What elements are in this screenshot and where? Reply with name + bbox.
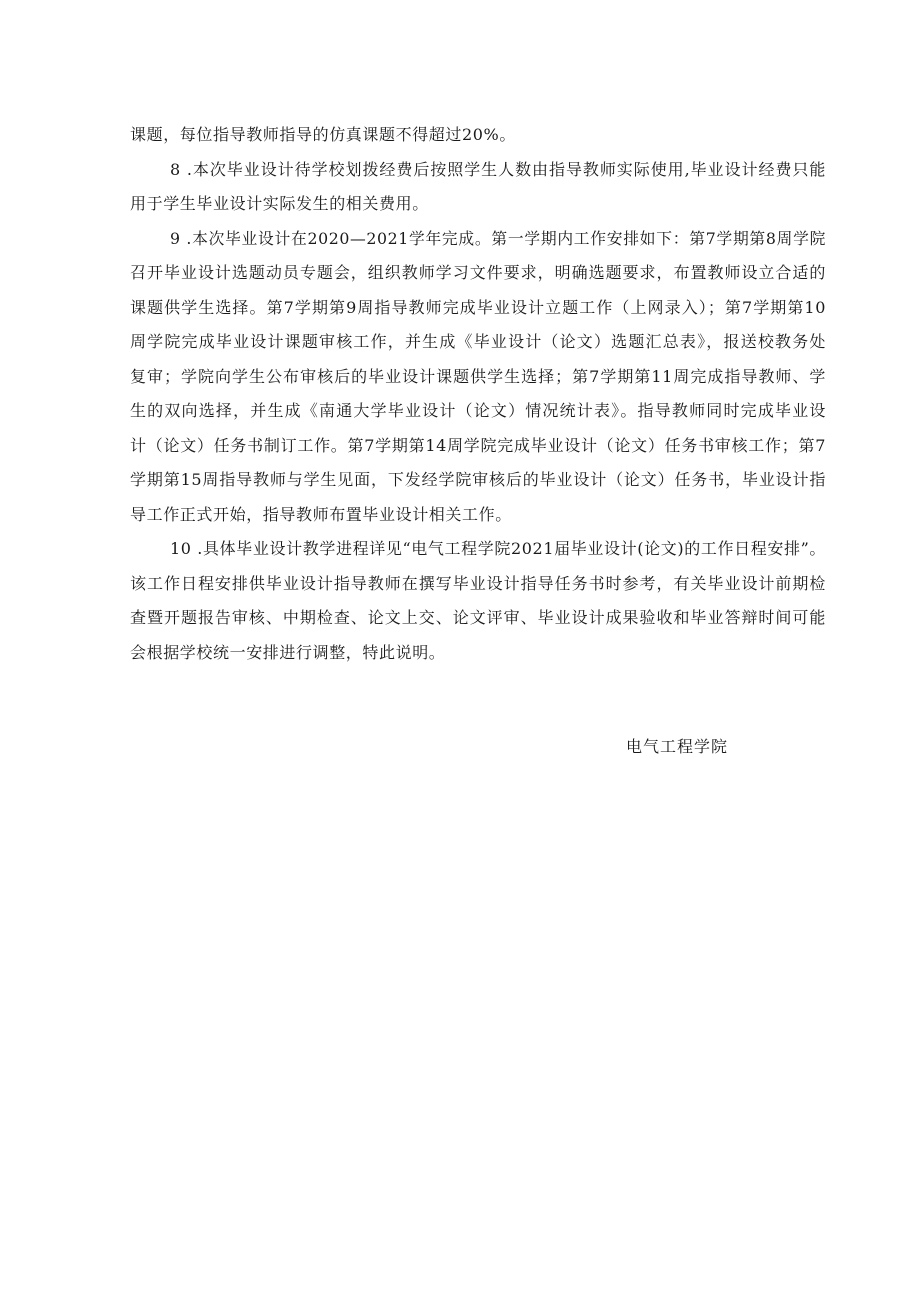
text-line: 学期第15周指导教师与学生见面，下发经学院审核后的毕业设计（论文）任务书，毕业设计指	[130, 470, 826, 489]
text-line: 9 .本次毕业设计在2020—2021学年完成。第一学期内工作安排如下：第7学期第8周学院	[170, 228, 826, 248]
text-line: 复审；学院向学生公布审核后的毕业设计课题供学生选择；第7学期第11周完成指导教师、学	[130, 366, 826, 386]
text-line: 周学院完成毕业设计课题审核工作，并生成《毕业设计（论文）选题汇总表》，报送校教务处	[130, 332, 826, 351]
text-line: 10 .具体毕业设计教学进程详见“电气工程学院2021届毕业设计(论文)的工作日程安排”。	[170, 539, 826, 558]
document-body	[130, 118, 826, 670]
text-line: 计（论文）任务书制订工作。第7学期第14周学院完成毕业设计（论文）任务书审核工作；第7	[130, 435, 826, 455]
text-line: 查暨开题报告审核、中期检查、论文上交、论文评审、毕业设计成果验收和毕业答辩时间可能	[130, 608, 826, 627]
text-line: 课题，每位指导教师指导的仿真课题不得超过20%。	[130, 125, 516, 144]
text-line: 生的双向选择，并生成《南通大学毕业设计（论文）情况统计表》。指导教师同时完成毕业设	[130, 401, 826, 420]
text-line: 该工作日程安排供毕业设计指导教师在撰写毕业设计指导任务书时参考，有关毕业设计前期检	[130, 573, 826, 593]
signature: 电气工程学院	[626, 737, 729, 756]
text-line: 用于学生毕业设计实际发生的相关费用。	[130, 194, 429, 213]
text-line: 会根据学校统一安排进行调整，特此说明。	[130, 642, 446, 662]
text-line: 召开毕业设计选题动员专题会，组织教师学习文件要求，明确选题要求，布置教师设立合适的	[130, 263, 826, 282]
text-line: 课题供学生选择。第7学期第9周指导教师完成毕业设计立题工作（上网录入）；第7学期第10	[130, 297, 826, 317]
text-line: 8 .本次毕业设计待学校划拨经费后按照学生人数由指导教师实际使用,毕业设计经费只能	[170, 159, 826, 179]
text-line: 导工作正式开始，指导教师布置毕业设计相关工作。	[130, 504, 512, 524]
